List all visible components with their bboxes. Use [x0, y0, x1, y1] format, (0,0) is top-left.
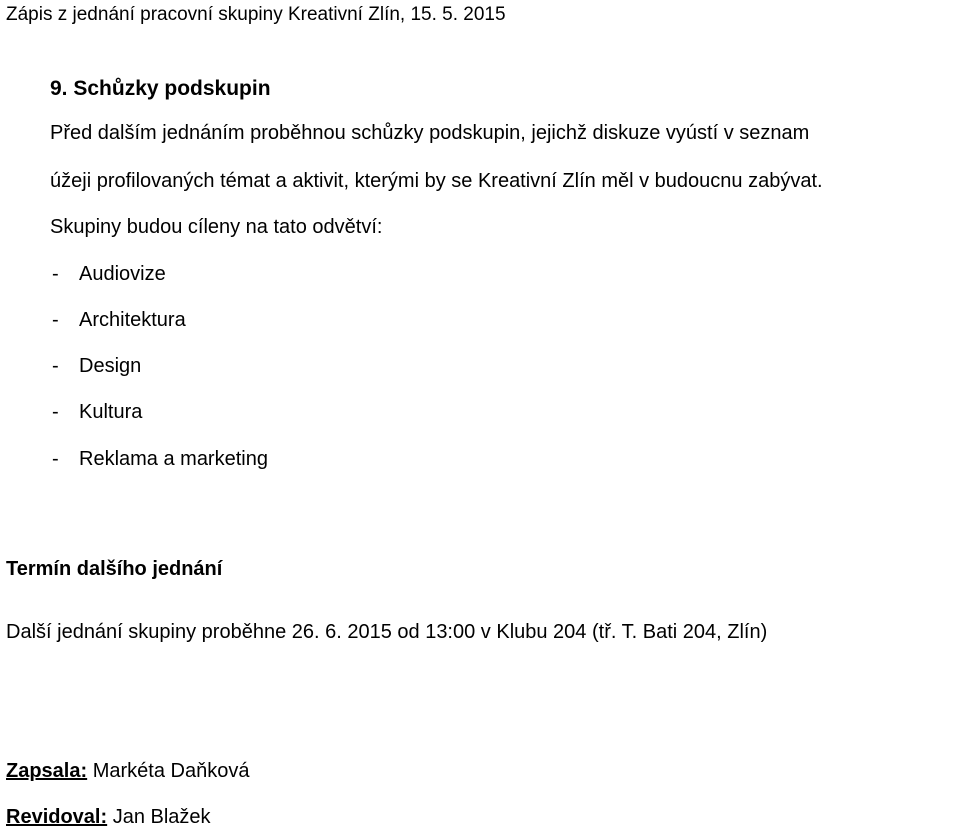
list-marker: - [52, 309, 59, 331]
list-marker: - [52, 448, 59, 470]
list-marker: - [52, 401, 59, 423]
list-item [52, 308, 186, 332]
paragraph-line-2: úžeji profilovaných témat a aktivit, kterými by se Kreativní Zlín měl v budoucnu zabývat. [50, 170, 823, 192]
list-marker: - [52, 263, 59, 285]
section-title: 9. Schůzky podskupin [50, 77, 271, 100]
list-item-label: Kultura [79, 401, 143, 423]
list-item-label: Design [79, 355, 142, 377]
list-item-label: Audiovize [79, 263, 166, 285]
list-item [52, 262, 166, 286]
paragraph-line-1: Před dalším jednáním proběhnou schůzky podskupin, jejichž diskuze vyústí v seznam [50, 122, 810, 144]
list-item [52, 354, 141, 378]
list-item-label: Architektura [79, 309, 186, 331]
reviewed-by-name: Jan Blažek [112, 806, 211, 828]
sectors-intro: Skupiny budou cíleny na tato odvětví: [50, 216, 383, 238]
next-meeting-text: Další jednání skupiny proběhne 26. 6. 2015 od 13:00 v Klubu 204 (tř. T. Bati 204, Zlín) [6, 621, 768, 643]
list-marker: - [52, 355, 59, 377]
document-header: Zápis z jednání pracovní skupiny Kreativní Zlín, 15. 5. 2015 [6, 4, 506, 25]
next-meeting-heading: Termín dalšího jednání [6, 558, 223, 580]
recorded-by-name: Markéta Daňková [92, 760, 250, 782]
list-item [52, 400, 142, 424]
reviewed-by-label: Revidoval: [6, 806, 108, 828]
list-item-label: Reklama a marketing [79, 448, 268, 470]
recorded-by [6, 759, 249, 783]
reviewed-by [6, 805, 211, 829]
list-item [52, 447, 268, 471]
recorded-by-label: Zapsala: [6, 760, 88, 782]
